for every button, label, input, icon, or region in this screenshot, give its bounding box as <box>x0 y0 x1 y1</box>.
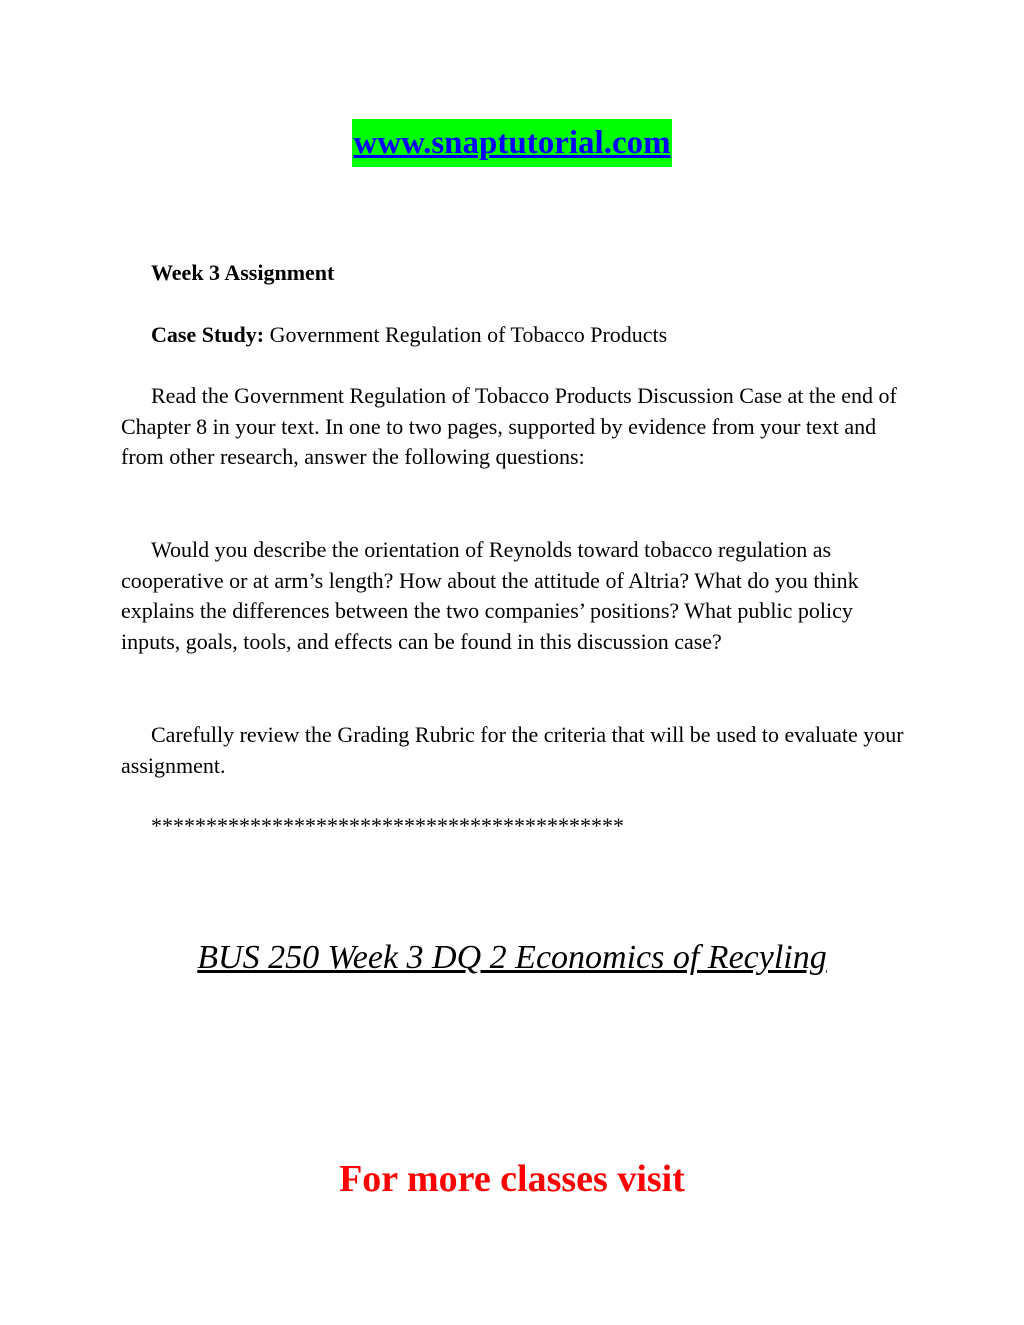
case-study-line <box>151 320 667 350</box>
case-study-title: Government Regulation of Tobacco Products <box>264 322 668 347</box>
rubric-paragraph: Carefully review the Grading Rubric for the criteria that will be used to evaluate your assignment. <box>121 722 904 778</box>
case-study-label: Case Study: <box>151 322 265 347</box>
site-link[interactable]: www.snaptutorial.com <box>352 119 671 167</box>
asterisk-separator: ******************************************* <box>151 813 624 838</box>
next-item-title: BUS 250 Week 3 DQ 2 Economics of Recyling <box>197 939 827 976</box>
site-link-container <box>0 119 1024 167</box>
assignment-heading: Week 3 Assignment <box>151 260 335 285</box>
more-classes-cta: For more classes visit <box>339 1158 685 1200</box>
instructions-paragraph: Read the Government Regulation of Tobacco Products Discussion Case at the end of Chapter 8 in your text. In one to two pages, supported by evidence from your text and from other research, answer the following questions: <box>121 383 897 470</box>
questions-paragraph: Would you describe the orientation of Reynolds toward tobacco regulation as cooperative or at arm’s length? How about the attitude of Altria? What do you think explains the differences between the two companies’ positions? What public policy inputs, goals, tools, and effects can be found in this discussion case? <box>121 537 859 654</box>
